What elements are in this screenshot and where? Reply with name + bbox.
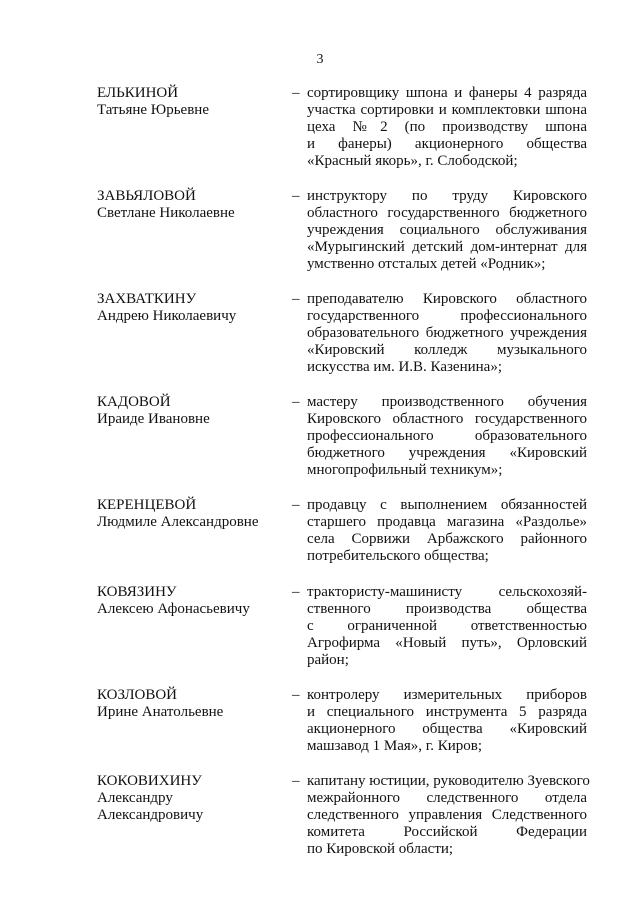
- description-line: контролеру измерительных приборов: [307, 687, 587, 703]
- description-line: ственного производства общества: [307, 601, 587, 617]
- dash-separator: –: [292, 687, 300, 703]
- description-line: межрайонного следственного отдела: [307, 790, 587, 806]
- page-number: 3: [316, 52, 324, 67]
- dash-separator: –: [292, 497, 300, 513]
- recipient-name: [97, 291, 282, 325]
- dash-separator: –: [292, 188, 300, 204]
- position-description: [307, 85, 587, 170]
- description-line: старшего продавца магазина «Раздолье»: [307, 514, 587, 530]
- description-line: с ограниченной ответственностью: [307, 618, 587, 634]
- description-line: продавцу с выполнением обязанностей: [307, 497, 587, 513]
- recipient-name: [97, 773, 282, 824]
- description-line: профессионального образовательного: [307, 428, 587, 444]
- description-line: Кировского областного государственного: [307, 411, 587, 427]
- description-line: мастеру производственного обучения: [307, 394, 587, 410]
- description-line: машзавод 1 Мая», г. Киров;: [307, 738, 482, 754]
- recipient-surname: ЗАХВАТКИНУ: [97, 291, 197, 307]
- recipient-given-names: Алексею Афонасьевичу: [97, 601, 250, 617]
- recipient-surname: КОВЯЗИНУ: [97, 584, 177, 600]
- recipient-name: [97, 394, 282, 428]
- description-line: следственного управления Следственного: [307, 807, 587, 823]
- description-line: умственно отсталых детей «Родник»;: [307, 256, 546, 272]
- position-description: [307, 291, 587, 376]
- description-line: бюджетного учреждения «Кировский: [307, 445, 587, 461]
- recipient-given-names: Людмиле Александровне: [97, 514, 259, 530]
- description-line: «Мурыгинский детский дом-интернат для: [307, 239, 587, 255]
- position-description: [307, 773, 590, 858]
- description-line: государственного профессионального: [307, 308, 587, 324]
- recipient-given-names: Ираиде Ивановне: [97, 411, 210, 427]
- dash-separator: –: [292, 773, 300, 789]
- recipient-name: [97, 188, 282, 222]
- recipient-surname: ЕЛЬКИНОЙ: [97, 85, 179, 101]
- description-line: по Кировской области;: [307, 841, 454, 857]
- recipient-surname: КАДОВОЙ: [97, 394, 171, 410]
- recipient-given-names: Андрею Николаевичу: [97, 308, 237, 324]
- description-line: преподавателю Кировского областного: [307, 291, 587, 307]
- recipient-name: [97, 584, 282, 618]
- recipient-given-names: Татьяне Юрьевне: [97, 102, 209, 118]
- position-description: [307, 497, 587, 565]
- dash-separator: –: [292, 394, 300, 410]
- recipient-given-names: Александру Александровичу: [97, 790, 204, 823]
- description-line: учреждения социального обслуживания: [307, 222, 587, 238]
- description-line: инструктору по труду Кировского: [307, 188, 587, 204]
- description-line: и специального инструмента 5 разряда: [307, 704, 587, 720]
- description-line: искусства им. И.В. Казенина»;: [307, 359, 502, 375]
- dash-separator: –: [292, 85, 300, 101]
- recipient-surname: ЗАВЬЯЛОВОЙ: [97, 188, 196, 204]
- description-line: многопрофильный техникум»;: [307, 462, 503, 478]
- recipient-name: [97, 687, 282, 721]
- description-line: «Кировский колледж музыкального: [307, 342, 587, 358]
- dash-separator: –: [292, 291, 300, 307]
- recipient-given-names: Светлане Николаевне: [97, 205, 235, 221]
- dash-separator: –: [292, 584, 300, 600]
- recipient-surname: КЕРЕНЦЕВОЙ: [97, 497, 197, 513]
- description-line: акционерного общества «Кировский: [307, 721, 587, 737]
- recipient-name: [97, 85, 282, 119]
- position-description: [307, 394, 587, 479]
- description-line: и фанеры) акционерного общества: [307, 136, 587, 152]
- description-line: цеха №2 (по производству шпона: [307, 119, 587, 135]
- position-description: [307, 687, 587, 755]
- description-line: образовательного бюджетного учреждения: [307, 325, 587, 341]
- description-line: сортировщику шпона и фанеры 4 разряда: [307, 85, 587, 101]
- description-line: «Красный якорь», г. Слободской;: [307, 153, 518, 169]
- recipient-surname: КОКОВИХИНУ: [97, 773, 202, 789]
- description-line: участка сортировки и комплектовки шпона: [307, 102, 587, 118]
- description-line: Агрофирма «Новый путь», Орловский: [307, 635, 587, 651]
- description-line: областного государственного бюджетного: [307, 205, 587, 221]
- description-line: потребительского общества;: [307, 548, 489, 564]
- description-line: села Сорвижи Арбажского районного: [307, 531, 587, 547]
- description-line: район;: [307, 652, 349, 668]
- description-line: комитета Российской Федерации: [307, 824, 587, 840]
- description-line: капитану юстиции, руководителю Зуевского: [307, 773, 590, 789]
- recipient-surname: КОЗЛОВОЙ: [97, 687, 177, 703]
- recipient-name: [97, 497, 282, 531]
- position-description: [307, 584, 587, 669]
- description-line: трактористу-машинисту сельскохозяй-: [307, 584, 587, 600]
- recipient-given-names: Ирине Анатольевне: [97, 704, 224, 720]
- position-description: [307, 188, 587, 273]
